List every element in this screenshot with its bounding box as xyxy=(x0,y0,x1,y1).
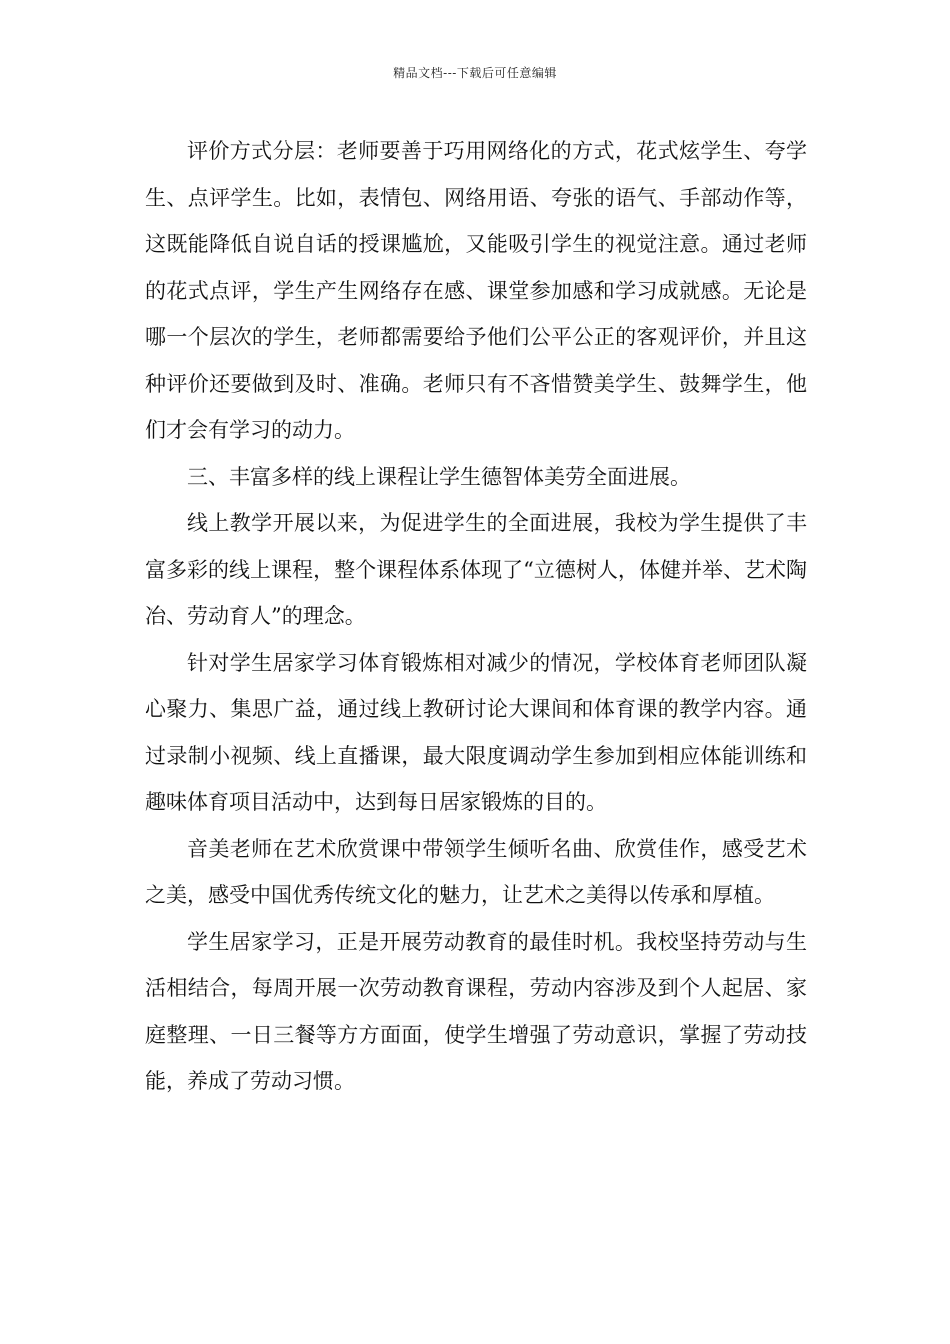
document-body xyxy=(145,128,807,1105)
paragraph-evaluation-method: 评价方式分层：老师要善于巧用网络化的方式，花式炫学生、夸学生、点评学生。比如，表情包、网络用语、夸张的语气、手部动作等，这既能降低自说自话的授课尴尬，又能吸引学生的视觉注意。通过老师的花式点评，学生产生网络存在感、课堂参加感和学习成就感。无论是哪一个层次的学生，老师都需要给予他们公平公正的客观评价，并且这种评价还要做到及时、准确。老师只有不吝惜赞美学生、鼓舞学生，他们才会有学习的动力。 xyxy=(145,139,807,442)
page-header: 精品文档---下载后可任意编辑 xyxy=(393,66,557,80)
section-heading-online-courses: 三、丰富多样的线上课程让学生德智体美劳全面进展。 xyxy=(187,464,691,489)
paragraph-physical-education: 针对学生居家学习体育锻炼相对减少的情况，学校体育老师团队凝心聚力、集思广益，通过线上教研讨论大课间和体育课的教学内容。通过录制小视频、线上直播课，最大限度调动学生参加到相应体能训练和趣味体育项目活动中，达到每日居家锻炼的目的。 xyxy=(145,650,807,814)
paragraph-arts: 音美老师在艺术欣赏课中带领学生倾听名曲、欣赏佳作，感受艺术之美，感受中国优秀传统文化的魅力，让艺术之美得以传承和厚植。 xyxy=(145,836,807,907)
paragraph-labor-education: 学生居家学习，正是开展劳动教育的最佳时机。我校坚持劳动与生活相结合，每周开展一次劳动教育课程，劳动内容涉及到个人起居、家庭整理、一日三餐等方方面面，使学生增强了劳动意识，掌握了劳动技能，养成了劳动习惯。 xyxy=(145,929,807,1093)
paragraph-online-teaching: 线上教学开展以来，为促进学生的全面进展，我校为学生提供了丰富多彩的线上课程，整个课程体系体现了“立德树人，体健并举、艺术陶冶、劳动育人”的理念。 xyxy=(145,511,807,628)
